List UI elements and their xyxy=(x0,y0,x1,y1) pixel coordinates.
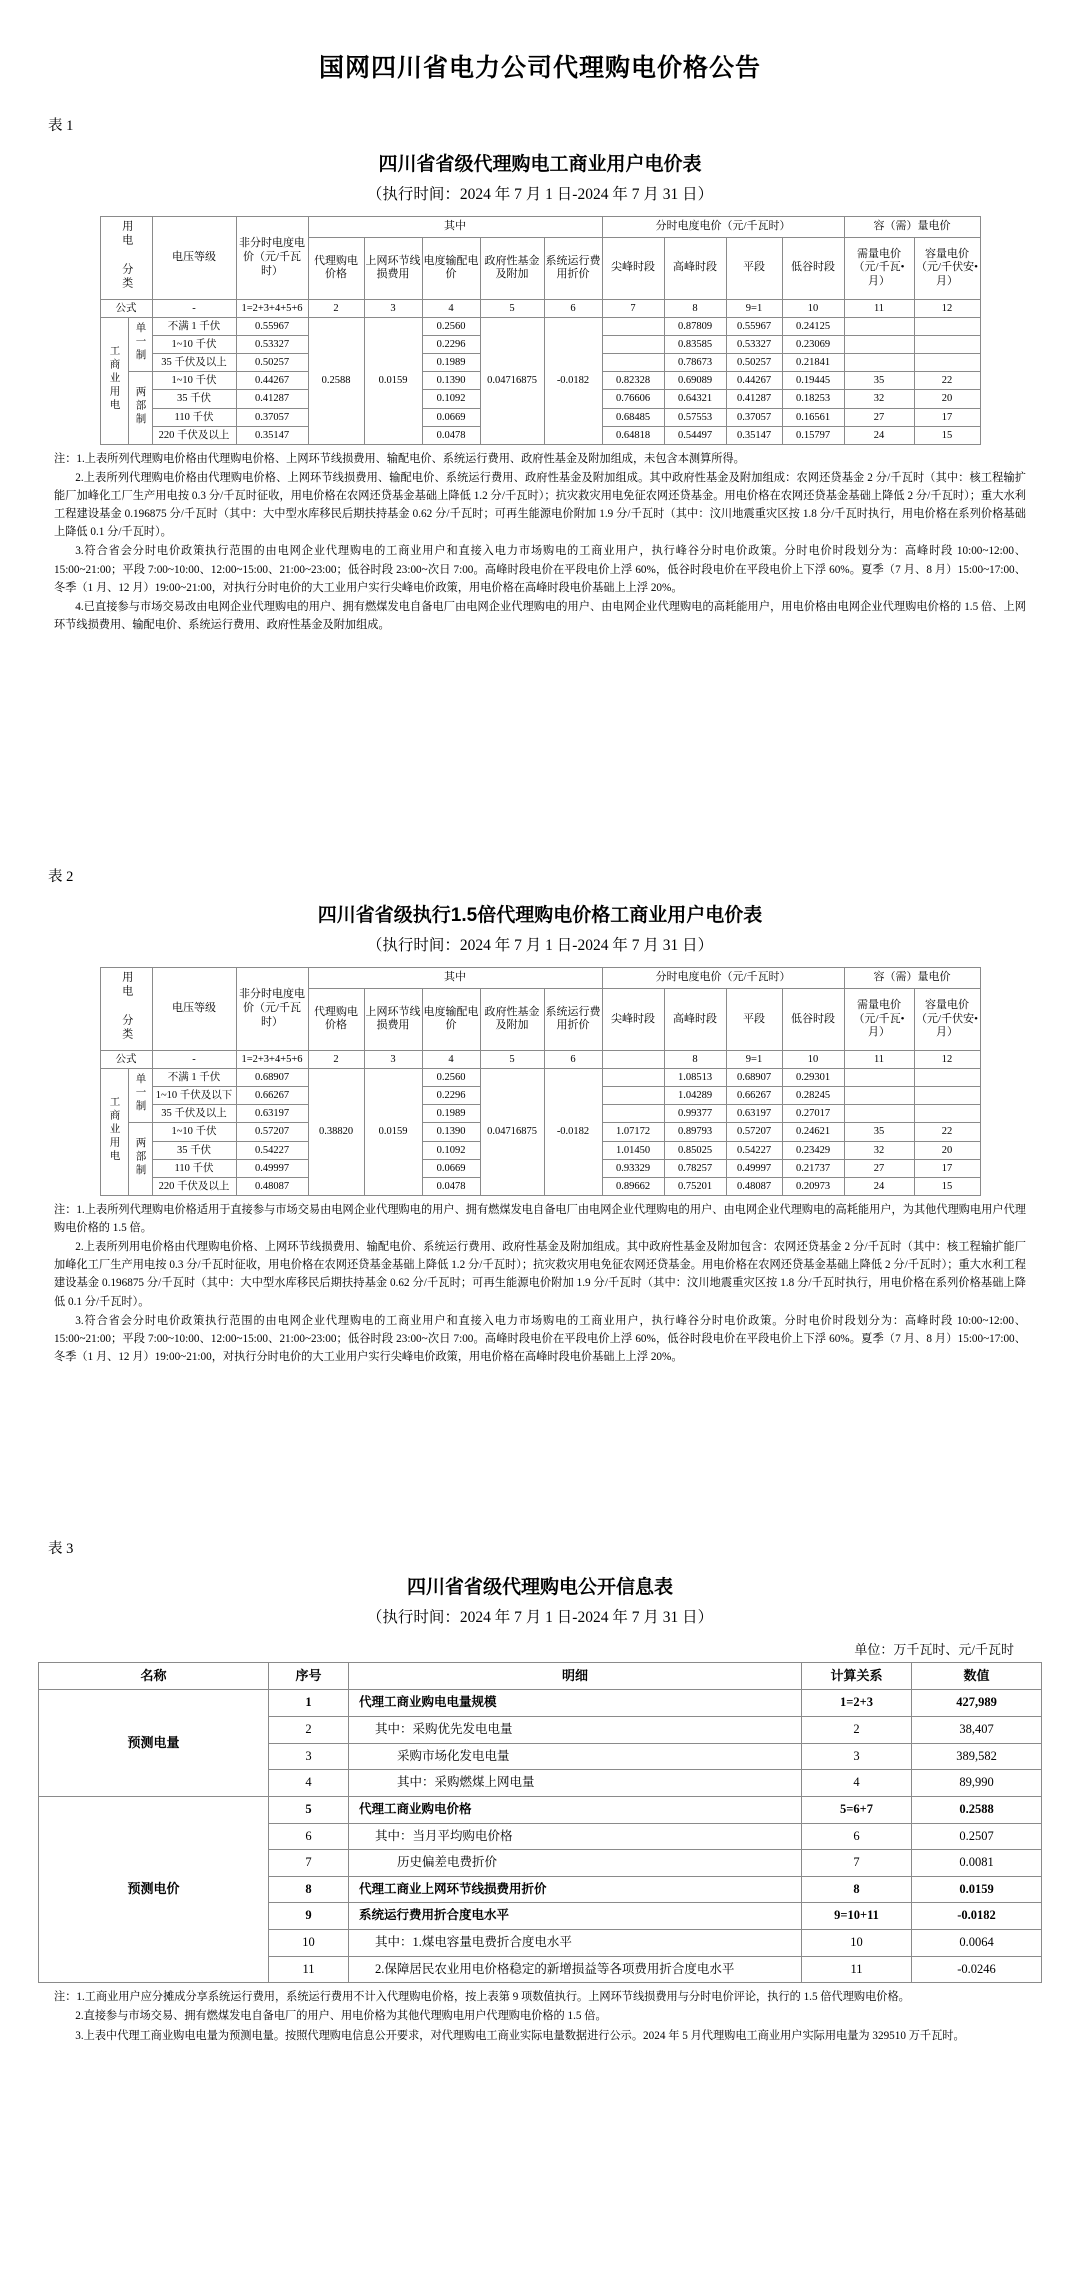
th-gov-fund: 政府性基金及附加 xyxy=(480,988,544,1050)
cell-nonpeak-price: 0.53327 xyxy=(236,336,308,354)
cell-transmission-price: 0.1989 xyxy=(422,1105,480,1123)
cell-demand-price xyxy=(844,1069,914,1087)
cell-voltage-level: 110 千伏 xyxy=(152,1159,236,1177)
cell-sharp-price: 1.01450 xyxy=(602,1141,664,1159)
cell-voltage-level: 不满 1 千伏 xyxy=(152,1069,236,1087)
cell-gov-fund-merged: 0.04716875 xyxy=(480,317,544,444)
cell-valley-price: 0.15797 xyxy=(782,426,844,444)
cell-detail: 系统运行费用折合度电水平 xyxy=(349,1903,802,1930)
cell-demand-price xyxy=(844,354,914,372)
table3-notes xyxy=(54,1988,1026,2044)
cell-value: -0.0182 xyxy=(912,1903,1042,1930)
note-item: 3.上表中代理工商业购电电量为预测电量。按照代理购电信息公开要求，对代理购电工商业实际电量数据进行公示。2024 年 5 月代理购电工商业用户实际用电量为 329510 万千瓦时。 xyxy=(75,2029,965,2042)
formula-cell: 7 xyxy=(602,299,664,317)
cell-relation: 1=2+3 xyxy=(802,1690,912,1717)
cell-agent-price-merged: 0.2588 xyxy=(308,317,364,444)
th-relation: 计算关系 xyxy=(802,1663,912,1690)
formula-cell: 2 xyxy=(308,1050,364,1068)
cell-peak-price: 0.78673 xyxy=(664,354,726,372)
table1-notes xyxy=(54,450,1026,634)
th-peak: 高峰时段 xyxy=(664,988,726,1050)
cell-detail: 其中：采购优先发电电量 xyxy=(349,1717,802,1744)
th-qizhong: 其中 xyxy=(308,217,602,238)
cell-demand-price: 32 xyxy=(844,1141,914,1159)
formula-cell: 10 xyxy=(782,1050,844,1068)
table1-label: 表 1 xyxy=(48,118,74,134)
cell-transmission-price: 0.0669 xyxy=(422,408,480,426)
cell-sharp-price xyxy=(602,1087,664,1105)
cell-transmission-price: 0.2560 xyxy=(422,317,480,335)
cell-demand-price: 27 xyxy=(844,1159,914,1177)
cell-voltage-level: 220 千伏及以上 xyxy=(152,1177,236,1195)
cell-sharp-price: 0.76606 xyxy=(602,390,664,408)
formula-label: 公式 xyxy=(100,299,152,317)
cell-seq-no: 2 xyxy=(269,1717,349,1744)
formula-cell: 6 xyxy=(544,1050,602,1068)
section-spacer xyxy=(30,635,1050,845)
note-item: 2.直接参与市场交易、拥有燃煤发电自备电厂的用户、用电价格为其他代理购电用户代理购电价格的 1.5 倍。 xyxy=(75,2010,607,2023)
cell-flat-price: 0.55967 xyxy=(726,317,782,335)
cell-detail: 代理工商业上网环节线损费用折价 xyxy=(349,1876,802,1903)
cell-detail: 采购市场化发电电量 xyxy=(349,1743,802,1770)
table3-label: 表 3 xyxy=(48,1541,74,1558)
table-row-formula xyxy=(100,299,980,317)
cell-value: 0.0159 xyxy=(912,1876,1042,1903)
cell-nonpeak-price: 0.55967 xyxy=(236,317,308,335)
table3-subtitle: （执行时间：2024 年 7 月 1 日-2024 年 7 月 31 日） xyxy=(366,1609,714,1627)
cell-valley-price: 0.27017 xyxy=(782,1105,844,1123)
cell-seq-no: 1 xyxy=(269,1690,349,1717)
cell-relation: 4 xyxy=(802,1770,912,1797)
table3-unit: 单位：万千瓦时、元/千瓦时 xyxy=(854,1642,1014,1658)
cell-relation: 11 xyxy=(802,1956,912,1983)
th-name: 名称 xyxy=(39,1663,269,1690)
formula-voltage: - xyxy=(152,299,236,317)
cell-nonpeak-price: 0.35147 xyxy=(236,426,308,444)
cell-valley-price: 0.21737 xyxy=(782,1159,844,1177)
cell-nonpeak-price: 0.66267 xyxy=(236,1087,308,1105)
cell-sysops-merged: -0.0182 xyxy=(544,1069,602,1196)
row-group-name: 预测电价 xyxy=(39,1796,269,1982)
table2-title: 四川省省级执行1.5倍代理购电价格工商业用户电价表 xyxy=(317,905,763,927)
cell-transmission-price: 0.1390 xyxy=(422,372,480,390)
cell-transmission-price: 0.2296 xyxy=(422,336,480,354)
cell-nonpeak-price: 0.68907 xyxy=(236,1069,308,1087)
cell-peak-price: 0.83585 xyxy=(664,336,726,354)
th-capdem-group: 容（需）量电价 xyxy=(844,968,980,989)
cell-demand-price xyxy=(844,1105,914,1123)
cell-flat-price: 0.68907 xyxy=(726,1069,782,1087)
electricity-price-table-1 xyxy=(100,216,981,445)
th-capacity-price: 容量电价（元/千伏安•月） xyxy=(914,988,980,1050)
cell-relation: 9=10+11 xyxy=(802,1903,912,1930)
formula-cell: 9=1 xyxy=(726,299,782,317)
formula-cell: 8 xyxy=(664,299,726,317)
cell-demand-price xyxy=(844,1087,914,1105)
cell-voltage-level: 1~10 千伏 xyxy=(152,1123,236,1141)
cell-detail: 代理工商业购电价格 xyxy=(349,1796,802,1823)
cell-transmission-price: 0.1390 xyxy=(422,1123,480,1141)
cell-value: 0.2588 xyxy=(912,1796,1042,1823)
formula-cell: 3 xyxy=(364,1050,422,1068)
th-value: 数值 xyxy=(912,1663,1042,1690)
table-row xyxy=(39,1690,1042,1717)
cell-demand-price: 32 xyxy=(844,390,914,408)
electricity-price-table-2 xyxy=(100,967,981,1196)
cell-flat-price: 0.66267 xyxy=(726,1087,782,1105)
cell-valley-price: 0.20973 xyxy=(782,1177,844,1195)
cell-capacity-price: 22 xyxy=(914,1123,980,1141)
formula-label: 公式 xyxy=(100,1050,152,1068)
cell-valley-price: 0.19445 xyxy=(782,372,844,390)
cell-nonpeak-price: 0.49997 xyxy=(236,1159,308,1177)
cell-valley-price: 0.23069 xyxy=(782,336,844,354)
th-detail: 明细 xyxy=(349,1663,802,1690)
row-group-tariff-type: 单一制 xyxy=(128,1069,152,1123)
formula-voltage: - xyxy=(152,1050,236,1068)
cell-sharp-price xyxy=(602,1105,664,1123)
cell-flat-price: 0.48087 xyxy=(726,1177,782,1195)
note-item: 2.上表所列用电价格由代理购电价格、上网环节线损费用、输配电价、系统运行费用、政府性基金及附加组成。其中政府性基金及附加包含：农网还贷基金 2 分/千瓦时（其中：核工程输扩能厂加峰化工厂生产用电按 0.3 分/千瓦时征收，用电价格在农网还贷基金基础上降低 1.2 分/千瓦时）；抗灾救灾用电免征农网还贷基金。用电价格在农网还贷基金基础上降低 2 分/千瓦时）；重大水利工程建设基金 0.196875 分/千瓦时（其中：大中型水库移民后期扶持基金 0.62 分/千瓦时；可再生能源电价附加 1.9 分/千瓦时（其中：汶川地震重灾区按 1.8 分/千瓦时执行，用电价格在系列价格基础上降低 0.1 分/千瓦时）。 xyxy=(54,1241,1026,1308)
cell-demand-price: 24 xyxy=(844,1177,914,1195)
cell-capacity-price: 15 xyxy=(914,426,980,444)
formula-cell: 11 xyxy=(844,1050,914,1068)
cell-voltage-level: 220 千伏及以上 xyxy=(152,426,236,444)
th-seq: 序号 xyxy=(269,1663,349,1690)
cell-valley-price: 0.18253 xyxy=(782,390,844,408)
cell-sharp-price xyxy=(602,354,664,372)
cell-demand-price: 35 xyxy=(844,372,914,390)
cell-transmission-price: 0.0478 xyxy=(422,426,480,444)
row-group-category: 工商业用电 xyxy=(100,317,128,444)
row-group-tariff-type: 单一制 xyxy=(128,317,152,371)
cell-peak-price: 0.57553 xyxy=(664,408,726,426)
cell-transmission-price: 0.2560 xyxy=(422,1069,480,1087)
th-valley: 低谷时段 xyxy=(782,237,844,299)
th-transmission: 电度输配电价 xyxy=(422,988,480,1050)
cell-transmission-price: 0.1989 xyxy=(422,354,480,372)
cell-capacity-price xyxy=(914,354,980,372)
cell-transmission-price: 0.1092 xyxy=(422,1141,480,1159)
th-tou-group: 分时电度电价（元/千瓦时） xyxy=(602,217,844,238)
cell-relation: 7 xyxy=(802,1850,912,1877)
table1-title: 四川省省级代理购电工商业用户电价表 xyxy=(378,154,702,175)
cell-relation: 5=6+7 xyxy=(802,1796,912,1823)
cell-value: 89,990 xyxy=(912,1770,1042,1797)
cell-transmission-price: 0.0669 xyxy=(422,1159,480,1177)
cell-nonpeak-price: 0.63197 xyxy=(236,1105,308,1123)
cell-valley-price: 0.16561 xyxy=(782,408,844,426)
cell-nonpeak-price: 0.37057 xyxy=(236,408,308,426)
row-group-tariff-type: 两部制 xyxy=(128,372,152,445)
cell-peak-price: 1.04289 xyxy=(664,1087,726,1105)
cell-voltage-level: 1~10 千伏 xyxy=(152,336,236,354)
note-item: 2.上表所列代理购电价格由代理购电价格、上网环节线损费用、输配电价、系统运行费用、政府性基金及附加组成。其中政府性基金及附加组成：农网还贷基金 2 分/千瓦时（其中：核工程输扩能厂加峰化工厂生产用电按 0.3 分/千瓦时征收，用电价格在农网还贷基金基础上降低 1.2 分/千瓦时）；抗灾救灾用电免征农网还贷基金。用电价格在农网还贷基金基础上降低 2 分/千瓦时）；重大水利工程建设基金 0.196875 分/千瓦时（其中：大中型水库移民后期扶持基金 0.62 分/千瓦时；可再生能源电价附加 1.9 分/千瓦时（其中：汶川地震重灾区按 1.8 分/千瓦时执行，用电价格在系列价格基础上降低 0.1 分/千瓦时）。 xyxy=(54,471,1026,539)
document-title: 国网四川省电力公司代理购电价格公告 xyxy=(318,54,761,82)
cell-capacity-price: 20 xyxy=(914,1141,980,1159)
table-row xyxy=(39,1796,1042,1823)
cell-peak-price: 0.87809 xyxy=(664,317,726,335)
cell-sharp-price: 0.89662 xyxy=(602,1177,664,1195)
th-voltage: 电压等级 xyxy=(152,968,236,1051)
formula-cell: 8 xyxy=(664,1050,726,1068)
note-item: 注：1.上表所列代理购电价格适用于直接参与市场交易由电网企业代理购电的用户、拥有燃煤发电自备电厂由电网企业代理购电的用户、由电网企业代理购电的高耗能用户，为其他代理购电用户代理购电价格的 1.5 倍。 xyxy=(54,1203,1026,1235)
cell-gov-fund-merged: 0.04716875 xyxy=(480,1069,544,1196)
formula-cell: 5 xyxy=(480,299,544,317)
formula-cell: 5 xyxy=(480,1050,544,1068)
th-category: 用电 分类 xyxy=(100,968,152,1051)
th-voltage: 电压等级 xyxy=(152,217,236,300)
cell-peak-price: 0.75201 xyxy=(664,1177,726,1195)
cell-valley-price: 0.24125 xyxy=(782,317,844,335)
cell-flat-price: 0.57207 xyxy=(726,1123,782,1141)
cell-sharp-price: 0.68485 xyxy=(602,408,664,426)
cell-voltage-level: 1~10 千伏 xyxy=(152,372,236,390)
th-qizhong: 其中 xyxy=(308,968,602,989)
th-agent-price: 代理购电价格 xyxy=(308,237,364,299)
cell-seq-no: 8 xyxy=(269,1876,349,1903)
cell-demand-price: 35 xyxy=(844,1123,914,1141)
th-category: 用电 分类 xyxy=(100,217,152,300)
formula-cell: 11 xyxy=(844,299,914,317)
cell-seq-no: 10 xyxy=(269,1930,349,1957)
cell-nonpeak-price: 0.41287 xyxy=(236,390,308,408)
cell-nonpeak-price: 0.50257 xyxy=(236,354,308,372)
table2-notes xyxy=(54,1201,1026,1366)
formula-cell: 9=1 xyxy=(726,1050,782,1068)
cell-voltage-level: 110 千伏 xyxy=(152,408,236,426)
cell-flat-price: 0.35147 xyxy=(726,426,782,444)
cell-capacity-price: 17 xyxy=(914,1159,980,1177)
cell-voltage-level: 35 千伏及以上 xyxy=(152,1105,236,1123)
th-agent-price: 代理购电价格 xyxy=(308,988,364,1050)
note-item: 注：1.上表所列代理购电价格由代理购电价格、上网环节线损费用、输配电价、系统运行费用、政府性基金及附加组成，未包含本测算所得。 xyxy=(54,452,745,465)
formula-cell: 10 xyxy=(782,299,844,317)
cell-relation: 3 xyxy=(802,1743,912,1770)
cell-flat-price: 0.41287 xyxy=(726,390,782,408)
cell-seq-no: 11 xyxy=(269,1956,349,1983)
th-sysops: 系统运行费用折价 xyxy=(544,237,602,299)
cell-flat-price: 0.50257 xyxy=(726,354,782,372)
cell-capacity-price xyxy=(914,317,980,335)
cell-nonpeak-price: 0.57207 xyxy=(236,1123,308,1141)
th-nonpeak-price: 非分时电度电价（元/千瓦时） xyxy=(236,217,308,300)
cell-peak-price: 0.69089 xyxy=(664,372,726,390)
cell-capacity-price xyxy=(914,1105,980,1123)
section-spacer xyxy=(30,1367,1050,1517)
cell-capacity-price: 15 xyxy=(914,1177,980,1195)
cell-detail: 2.保障居民农业用电价格稳定的新增损益等各项费用折合度电水平 xyxy=(349,1956,802,1983)
th-peak: 高峰时段 xyxy=(664,237,726,299)
th-grid-loss: 上网环节线损费用 xyxy=(364,237,422,299)
note-item: 4.已直接参与市场交易改由电网企业代理购电的用户、拥有燃煤发电自备电厂由电网企业代理购电的用户、由电网企业代理购电的高耗能用户，用电价格由电网企业代理购电价格的 1.5 倍、上网环节线损费用、输配电价、系统运行费用、政府性基金及附加组成。 xyxy=(54,600,1026,632)
cell-peak-price: 0.78257 xyxy=(664,1159,726,1177)
cell-seq-no: 4 xyxy=(269,1770,349,1797)
cell-demand-price xyxy=(844,317,914,335)
th-demand-price: 需量电价（元/千瓦•月） xyxy=(844,988,914,1050)
formula-cell: 1=2+3+4+5+6 xyxy=(236,1050,308,1068)
cell-peak-price: 0.99377 xyxy=(664,1105,726,1123)
table-row xyxy=(100,317,980,335)
cell-peak-price: 0.54497 xyxy=(664,426,726,444)
cell-flat-price: 0.37057 xyxy=(726,408,782,426)
cell-value: 0.0081 xyxy=(912,1850,1042,1877)
row-group-tariff-type: 两部制 xyxy=(128,1123,152,1196)
row-group-name: 预测电量 xyxy=(39,1690,269,1797)
cell-valley-price: 0.28245 xyxy=(782,1087,844,1105)
th-valley: 低谷时段 xyxy=(782,988,844,1050)
cell-detail: 其中：当月平均购电价格 xyxy=(349,1823,802,1850)
cell-value: -0.0246 xyxy=(912,1956,1042,1983)
cell-relation: 10 xyxy=(802,1930,912,1957)
cell-seq-no: 7 xyxy=(269,1850,349,1877)
th-flat: 平段 xyxy=(726,237,782,299)
table1-subtitle: （执行时间：2024 年 7 月 1 日-2024 年 7 月 31 日） xyxy=(366,186,714,203)
th-capacity-price: 容量电价（元/千伏安•月） xyxy=(914,237,980,299)
th-flat: 平段 xyxy=(726,988,782,1050)
formula-cell: 4 xyxy=(422,1050,480,1068)
cell-seq-no: 3 xyxy=(269,1743,349,1770)
cell-demand-price: 24 xyxy=(844,426,914,444)
formula-cell: 1=2+3+4+5+6 xyxy=(236,299,308,317)
formula-cell: 12 xyxy=(914,1050,980,1068)
formula-cell: 6 xyxy=(544,299,602,317)
th-sharp: 尖峰时段 xyxy=(602,988,664,1050)
cell-capacity-price xyxy=(914,336,980,354)
cell-nonpeak-price: 0.48087 xyxy=(236,1177,308,1195)
public-info-table-3 xyxy=(38,1662,1042,1983)
cell-valley-price: 0.23429 xyxy=(782,1141,844,1159)
cell-sysops-merged: -0.0182 xyxy=(544,317,602,444)
cell-capacity-price xyxy=(914,1069,980,1087)
cell-capacity-price: 20 xyxy=(914,390,980,408)
cell-value: 427,989 xyxy=(912,1690,1042,1717)
cell-value: 0.0064 xyxy=(912,1930,1042,1957)
cell-seq-no: 5 xyxy=(269,1796,349,1823)
cell-detail: 其中：采购燃煤上网电量 xyxy=(349,1770,802,1797)
formula-cell: 3 xyxy=(364,299,422,317)
cell-flat-price: 0.49997 xyxy=(726,1159,782,1177)
cell-transmission-price: 0.2296 xyxy=(422,1087,480,1105)
cell-valley-price: 0.24621 xyxy=(782,1123,844,1141)
table-row xyxy=(100,1069,980,1087)
formula-cell xyxy=(602,1050,664,1068)
cell-relation: 8 xyxy=(802,1876,912,1903)
formula-cell: 2 xyxy=(308,299,364,317)
cell-sharp-price xyxy=(602,336,664,354)
cell-voltage-level: 1~10 千伏及以下 xyxy=(152,1087,236,1105)
cell-agent-price-merged: 0.38820 xyxy=(308,1069,364,1196)
cell-sharp-price xyxy=(602,1069,664,1087)
cell-voltage-level: 35 千伏及以上 xyxy=(152,354,236,372)
cell-flat-price: 0.54227 xyxy=(726,1141,782,1159)
cell-voltage-level: 35 千伏 xyxy=(152,1141,236,1159)
cell-value: 0.2507 xyxy=(912,1823,1042,1850)
cell-peak-price: 1.08513 xyxy=(664,1069,726,1087)
cell-detail: 其中：1.煤电容量电费折合度电水平 xyxy=(349,1930,802,1957)
row-group-category: 工商业用电 xyxy=(100,1069,128,1196)
cell-voltage-level: 35 千伏 xyxy=(152,390,236,408)
cell-nonpeak-price: 0.54227 xyxy=(236,1141,308,1159)
cell-value: 38,407 xyxy=(912,1717,1042,1744)
cell-peak-price: 0.64321 xyxy=(664,390,726,408)
cell-value: 389,582 xyxy=(912,1743,1042,1770)
cell-relation: 2 xyxy=(802,1717,912,1744)
th-transmission: 电度输配电价 xyxy=(422,237,480,299)
note-item: 3.符合省会分时电价政策执行范围的由电网企业代理购电的工商业用户和直接入电力市场购电的工商业用户，执行峰谷分时电价政策。分时电价时段划分为：高峰时段 10:00~12:00、15:00~21:00；平段 7:00~10:00、12:00~15:00、21:00~23:00；低谷时段 23:00~次日 7:00。高峰时段电价在平段电价上浮 60%，低谷时段电价在平段电价上下浮 60%。夏季（7 月、8 月）15:00~17:00、冬季（1 月、12 月）19:00~21:00，对执行分时电价的大工业用户实行尖峰电价政策，用电价格在高峰时段电价基础上上浮 20%。 xyxy=(54,545,1026,594)
cell-valley-price: 0.21841 xyxy=(782,354,844,372)
cell-peak-price: 0.89793 xyxy=(664,1123,726,1141)
cell-demand-price xyxy=(844,336,914,354)
table2-subtitle: （执行时间：2024 年 7 月 1 日-2024 年 7 月 31 日） xyxy=(366,937,714,955)
th-demand-price: 需量电价（元/千瓦•月） xyxy=(844,237,914,299)
th-gov-fund: 政府性基金及附加 xyxy=(480,237,544,299)
cell-flat-price: 0.44267 xyxy=(726,372,782,390)
cell-flat-price: 0.53327 xyxy=(726,336,782,354)
cell-capacity-price xyxy=(914,1087,980,1105)
cell-detail: 代理工商业购电电量规模 xyxy=(349,1690,802,1717)
cell-grid-loss-merged: 0.0159 xyxy=(364,1069,422,1196)
cell-sharp-price: 0.64818 xyxy=(602,426,664,444)
cell-sharp-price xyxy=(602,317,664,335)
note-item: 3.符合省会分时电价政策执行范围的由电网企业代理购电的工商业用户和直接入电力市场购电的工商业用户，执行峰谷分时电价政策。分时电价时段划分为：高峰时段 10:00~12:00、15:00~21:00；平段 7:00~10:00、12:00~15:00、21:00~23:00；低谷时段 23:00~次日 7:00。高峰时段电价在平段电价上浮 60%，低谷时段电价在平段电价上下浮 60%。夏季（7 月、8 月）15:00~17:00、冬季（1 月、12 月）19:00~21:00，对执行分时电价的大工业用户实行尖峰电价政策，用电价格在高峰时段电价基础上上浮 20%。 xyxy=(54,1314,1026,1364)
cell-peak-price: 0.85025 xyxy=(664,1141,726,1159)
cell-detail: 历史偏差电费折价 xyxy=(349,1850,802,1877)
cell-sharp-price: 0.93329 xyxy=(602,1159,664,1177)
cell-grid-loss-merged: 0.0159 xyxy=(364,317,422,444)
cell-seq-no: 6 xyxy=(269,1823,349,1850)
note-item: 注：1.工商业用户应分摊成分享系统运行费用，系统运行费用不计入代理购电价格，按上表第 9 项数值执行。上网环节线损费用与分时电价评论，执行的 1.5 倍代理购电价格。 xyxy=(54,1991,910,2004)
cell-valley-price: 0.29301 xyxy=(782,1069,844,1087)
th-tou-group: 分时电度电价（元/千瓦时） xyxy=(602,968,844,989)
cell-nonpeak-price: 0.44267 xyxy=(236,372,308,390)
formula-cell: 12 xyxy=(914,299,980,317)
th-sharp: 尖峰时段 xyxy=(602,237,664,299)
table3-title: 四川省省级代理购电公开信息表 xyxy=(406,1577,673,1599)
th-capdem-group: 容（需）量电价 xyxy=(844,217,980,238)
cell-relation: 6 xyxy=(802,1823,912,1850)
th-nonpeak-price: 非分时电度电价（元/千瓦时） xyxy=(236,968,308,1051)
cell-sharp-price: 0.82328 xyxy=(602,372,664,390)
cell-capacity-price: 17 xyxy=(914,408,980,426)
formula-cell: 4 xyxy=(422,299,480,317)
cell-sharp-price: 1.07172 xyxy=(602,1123,664,1141)
cell-flat-price: 0.63197 xyxy=(726,1105,782,1123)
cell-voltage-level: 不满 1 千伏 xyxy=(152,317,236,335)
cell-transmission-price: 0.0478 xyxy=(422,1177,480,1195)
cell-demand-price: 27 xyxy=(844,408,914,426)
table2-label: 表 2 xyxy=(48,869,74,886)
cell-capacity-price: 22 xyxy=(914,372,980,390)
table-row-formula xyxy=(100,1050,980,1068)
th-grid-loss: 上网环节线损费用 xyxy=(364,988,422,1050)
th-sysops: 系统运行费用折价 xyxy=(544,988,602,1050)
cell-seq-no: 9 xyxy=(269,1903,349,1930)
cell-transmission-price: 0.1092 xyxy=(422,390,480,408)
